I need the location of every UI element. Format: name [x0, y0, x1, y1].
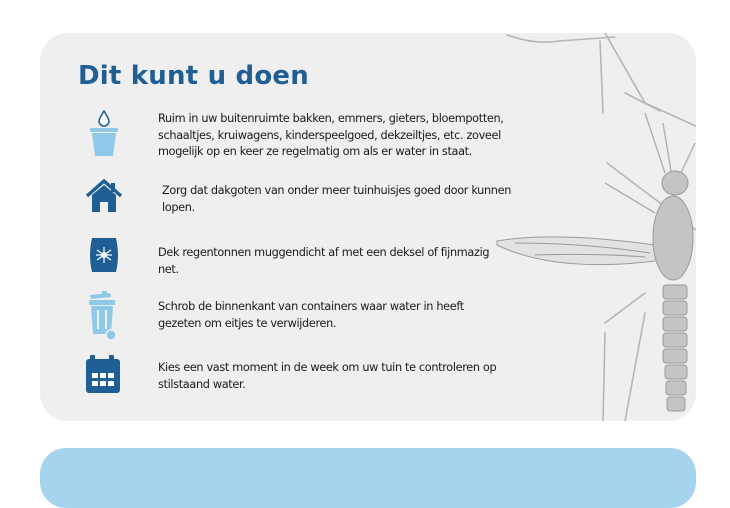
- tips-card: [40, 33, 696, 421]
- item-text: Kies een vast moment in de week om uw tuin te controleren op stilstaand water.: [158, 361, 497, 391]
- rain-barrel-icon: [84, 235, 124, 275]
- item-text: Zorg dat dakgoten van onder meer tuinhuisjes goed door kunnen lopen.: [162, 184, 512, 214]
- house-icon: [84, 176, 124, 216]
- item-text: Dek regentonnen muggendicht af met een deksel of fijnmazig net.: [158, 246, 490, 276]
- wheelie-bin-icon: [84, 291, 124, 341]
- bucket-water-drop-icon: [84, 109, 124, 159]
- item-text: Ruim in uw buitenruimte bakken, emmers, gieters, bloempotten, schaaltjes, kruiwagens, kinderspeelgoed, dekzeiltjes, etc. zoveel mogelijk op en keer ze regelmatig om als er water in staat.: [158, 112, 504, 158]
- mosquito-illustration: [495, 33, 696, 421]
- page-title: Dit kunt u doen: [78, 61, 309, 91]
- item-text: Schrob de binnenkant van containers waar water in heeft gezeten om eitjes te verwijderen.: [158, 300, 464, 330]
- calendar-icon: [84, 355, 124, 395]
- next-section-panel: [40, 448, 696, 508]
